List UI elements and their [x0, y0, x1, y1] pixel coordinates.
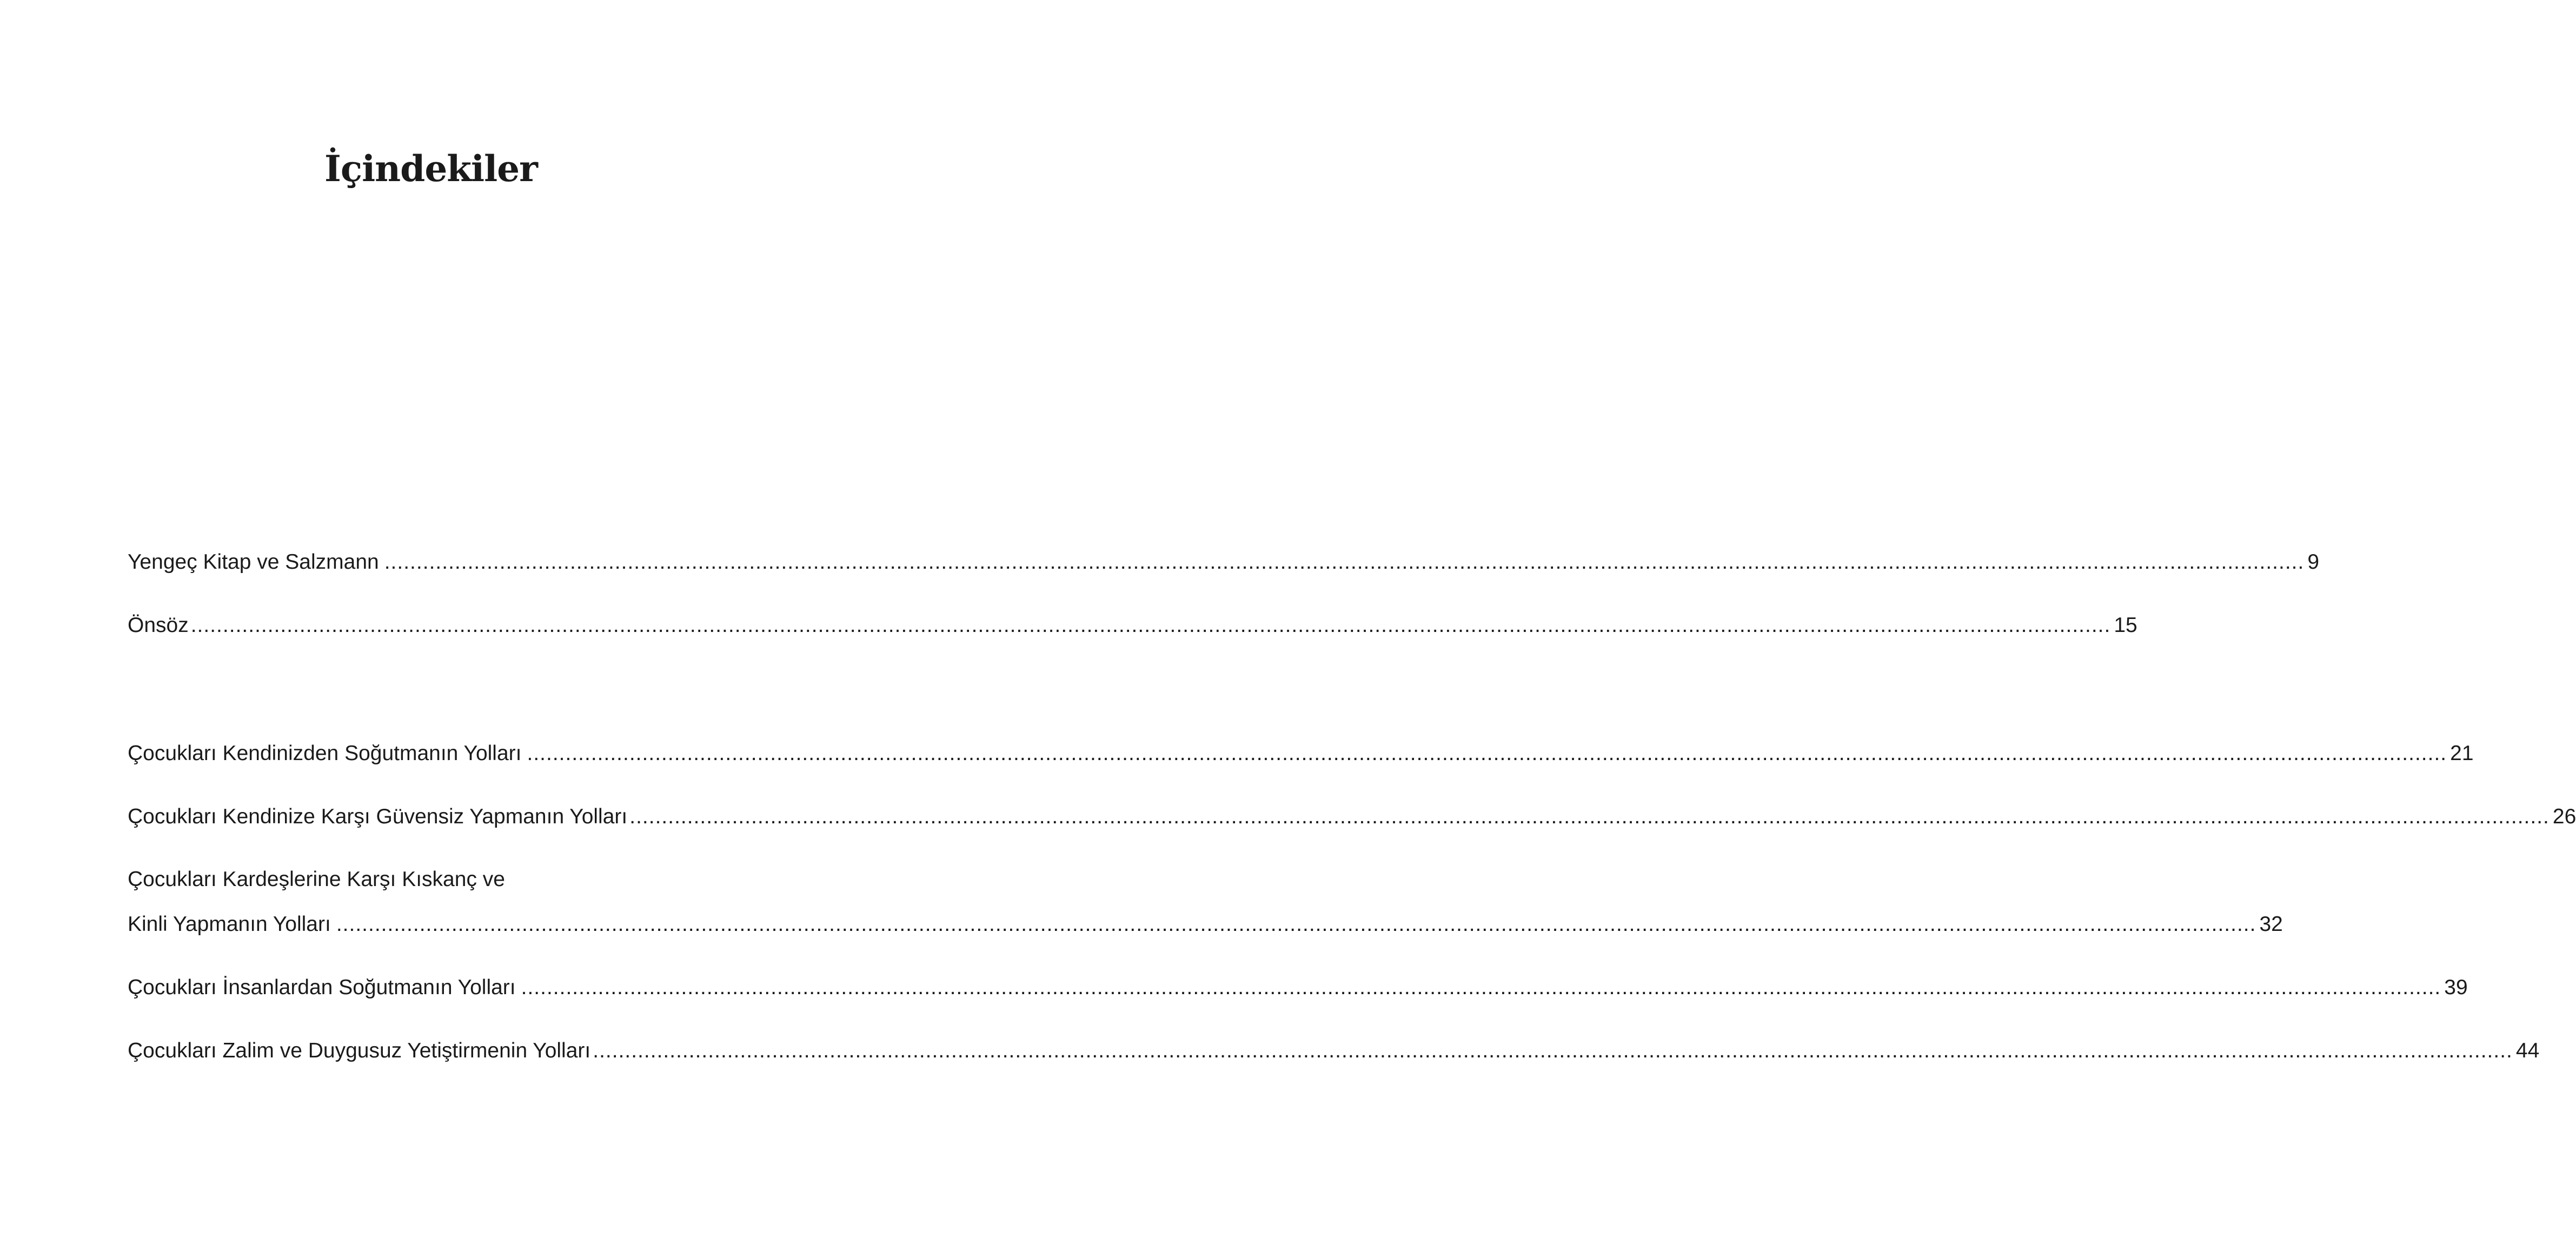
toc-entry[interactable]: [128, 911, 2283, 937]
dot-leader: ............................................................................................................................................................................................................................................................................................................: [527, 742, 2447, 765]
toc-page-number: 26: [2552, 805, 2576, 828]
toc-page-number: 21: [2450, 742, 2474, 765]
dot-leader: ............................................................................................................................................................................................................................................................................................................: [593, 1039, 2513, 1062]
toc-entry-title: Çocukları Zalim ve Duygusuz Yetiştirmenin Yolları: [128, 1039, 591, 1062]
toc-entry[interactable]: [128, 549, 2320, 575]
toc-entry[interactable]: [128, 804, 2576, 830]
toc-page-number: 32: [2259, 913, 2283, 936]
dot-leader: ............................................................................................................................................................................................................................................................................................................: [384, 550, 2305, 574]
toc-entry-title: Çocukları İnsanlardan Soğutmanın Yolları: [128, 976, 516, 999]
toc-entry-title: Önsöz: [128, 614, 189, 637]
toc-entry-title: Çocukları Kendinize Karşı Güvensiz Yapmanın Yolları: [128, 805, 628, 828]
toc-entry-title-line1: Çocukları Kardeşlerine Karşı Kıskanç ve: [128, 868, 505, 891]
toc-entry[interactable]: [128, 1038, 2540, 1064]
toc-entry-title: Çocukları Kendinizden Soğutmanın Yolları: [128, 742, 522, 765]
toc-entry-title: Kinli Yapmanın Yolları: [128, 913, 331, 936]
toc-page-number: 39: [2444, 976, 2468, 999]
toc-entry-title: Yengeç Kitap ve Salzmann: [128, 550, 379, 574]
page-title: İçindekiler: [324, 148, 537, 190]
toc-entry[interactable]: [128, 612, 2137, 638]
toc-page-number: 9: [2307, 550, 2320, 574]
toc-entry[interactable]: [128, 975, 2468, 1001]
toc-page-number: 44: [2515, 1039, 2540, 1062]
toc-entry[interactable]: [128, 741, 2474, 767]
toc-entry-first-line: [128, 867, 505, 893]
dot-leader: ............................................................................................................................................................................................................................................................................................................: [521, 976, 2441, 999]
dot-leader: ............................................................................................................................................................................................................................................................................................................: [190, 614, 2111, 637]
dot-leader: ............................................................................................................................................................................................................................................................................................................: [336, 913, 2256, 936]
toc-page-number: 15: [2114, 614, 2137, 637]
dot-leader: ............................................................................................................................................................................................................................................................................................................: [629, 805, 2550, 828]
